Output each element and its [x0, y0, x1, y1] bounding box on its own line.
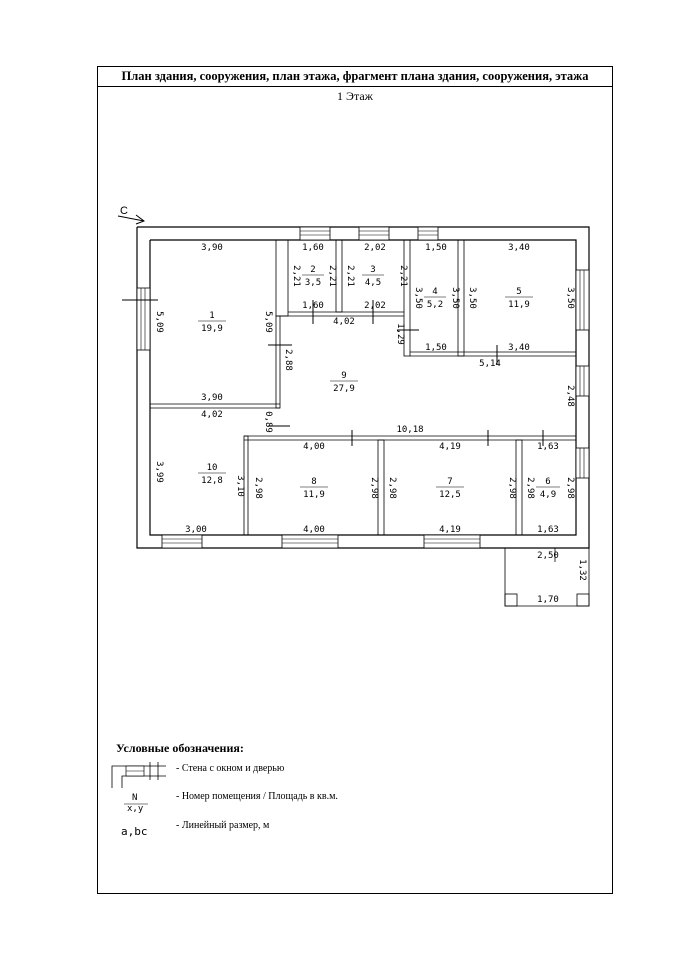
dim-r9-top: 4,02 [333, 317, 355, 327]
floor-label: 1 Этаж [337, 89, 373, 103]
dim-r8-left: 2,98 [253, 477, 263, 499]
dim-r9-left: 2,88 [283, 349, 293, 371]
dim-r7-bottom: 4,19 [439, 525, 461, 535]
dim-r3-right: 2,21 [398, 265, 408, 287]
legend-title: Условные обозначения: [116, 741, 244, 755]
dim-r1-left: 5,09 [154, 311, 164, 333]
dim-r8-bottom: 4,00 [303, 525, 325, 535]
dim-r3-bottom: 2,02 [364, 301, 386, 311]
room-6-area: 4,9 [539, 490, 557, 500]
dim-porch-right: 1,32 [577, 559, 587, 581]
room-2-area: 3,5 [304, 278, 322, 288]
dim-r10-left: 3,99 [154, 461, 164, 483]
dim-r9-step: 5,14 [479, 359, 501, 369]
dim-r5-bottom: 3,40 [508, 343, 530, 353]
room-10-number: 10 [206, 463, 218, 473]
north-arrow-icon [118, 205, 144, 224]
room-10-area: 12,8 [201, 476, 223, 486]
dim-r3-left: 2,21 [345, 265, 355, 287]
room-5-area: 11,9 [508, 300, 530, 310]
horizontal-dimensions [185, 243, 559, 605]
room-3-area: 4,5 [364, 278, 382, 288]
room-8-number: 8 [311, 477, 317, 487]
dim-r4-left: 3,50 [413, 287, 423, 309]
legend-wall-desc: - Стена с окном и дверью [176, 763, 285, 774]
room-9-area: 27,9 [333, 384, 355, 394]
dim-r6-top: 1,63 [537, 442, 559, 452]
dim-r5-right: 3,50 [565, 287, 575, 309]
legend-dim-symbol: a,bc [121, 825, 148, 838]
room-5-number: 5 [516, 287, 522, 297]
dim-r6-right: 2,98 [565, 477, 575, 499]
north-label: С [120, 205, 128, 217]
room-7-area: 12,5 [439, 490, 461, 500]
dim-r6-bottom: 1,63 [537, 525, 559, 535]
dim-r4-top: 1,50 [425, 243, 447, 253]
dim-r9-right: 2,48 [565, 385, 575, 407]
dim-porch-bottom: 1,70 [537, 595, 559, 605]
dim-r9-notch: 1,29 [395, 323, 405, 345]
room-4-area: 5,2 [426, 300, 444, 310]
room-1-area: 19,9 [201, 324, 223, 334]
legend-room-symbol-bottom: x,y [127, 804, 144, 814]
dim-r7-top: 4,19 [439, 442, 461, 452]
dim-r9-lower-left: 0,89 [263, 411, 273, 433]
dim-r10-bottom: 3,00 [185, 525, 207, 535]
room-6-number: 6 [545, 477, 551, 487]
legend-dim-desc: - Линейный размер, м [176, 820, 270, 831]
dim-r8-top: 4,00 [303, 442, 325, 452]
dim-r2-left: 2,21 [291, 265, 301, 287]
dim-r6-left: 2,98 [525, 477, 535, 499]
room-7-number: 7 [447, 477, 453, 487]
room-9-number: 9 [341, 371, 347, 381]
dim-r4-right: 3,50 [450, 287, 460, 309]
legend-wall-symbol [112, 762, 166, 788]
sheet-title: План здания, сооружения, план этажа, фрагмент плана здания, сооружения, этажа [98, 67, 612, 87]
dim-r9-bottom: 10,18 [396, 425, 424, 435]
dim-r1-top: 3,90 [201, 243, 223, 253]
dim-r2-top: 1,60 [302, 243, 324, 253]
dim-porch-top: 2,50 [537, 551, 559, 561]
dim-r10-top: 4,02 [201, 410, 223, 420]
room-8-area: 11,9 [303, 490, 325, 500]
room-2-number: 2 [310, 265, 316, 275]
dim-r3-top: 2,02 [364, 243, 386, 253]
dim-r2-right: 2,21 [327, 265, 337, 287]
room-3-number: 3 [370, 265, 376, 275]
dim-r1-bottom: 3,90 [201, 393, 223, 403]
dim-r1-right: 5,09 [263, 311, 273, 333]
dim-r7-right: 2,98 [507, 477, 517, 499]
dim-r4-bottom: 1,50 [425, 343, 447, 353]
room-4-number: 4 [432, 287, 438, 297]
legend-room-symbol-top: N [132, 793, 138, 803]
dim-r5-top: 3,40 [508, 243, 530, 253]
legend-room-desc: - Номер помещения / Площадь в кв.м. [176, 791, 338, 802]
room-1-number: 1 [209, 311, 215, 321]
dim-r7-left: 2,98 [387, 477, 397, 499]
dim-r5-left: 3,50 [467, 287, 477, 309]
dim-r10-right: 3,10 [235, 475, 245, 497]
dim-r2-bottom: 1,60 [302, 301, 324, 311]
dim-r8-right: 2,98 [369, 477, 379, 499]
